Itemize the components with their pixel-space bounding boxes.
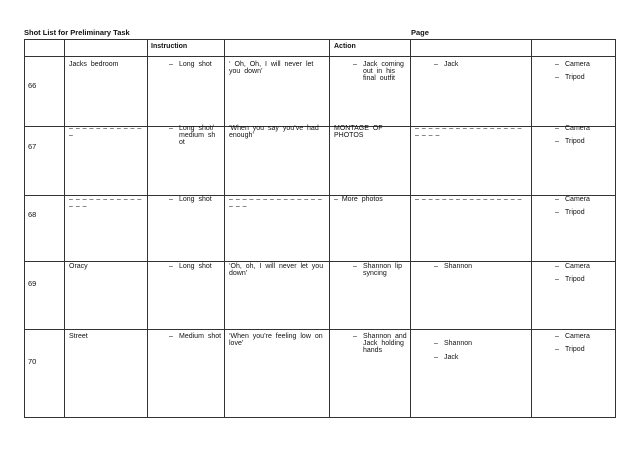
dialogue: ‘When you’re feeling low on love’ <box>229 333 323 347</box>
shot-number: 68 <box>28 210 37 219</box>
shot-type: – Long shot <box>179 263 223 270</box>
page-label: Page <box>411 28 429 37</box>
location: – – – – – – – – – – – – – – <box>69 196 141 210</box>
shot-number: 69 <box>28 279 37 288</box>
location: Jacks bedroom <box>69 61 119 68</box>
equipment-item: – Camera <box>565 196 590 203</box>
equipment-item: – Tripod <box>565 138 585 145</box>
shot-number: 67 <box>28 142 37 151</box>
actor-name: Shannon <box>444 340 473 347</box>
dialogue: ‘ Oh, Oh, I will never let you down’ <box>229 61 314 75</box>
equipment-item: – Tripod <box>565 276 585 283</box>
action-desc: – Shannon and Jack holding hands <box>363 333 407 354</box>
shot-type: – Long shot/medium shot <box>179 125 219 146</box>
equipment-item: – Tripod <box>565 74 585 81</box>
action-desc: – Jack coming out in his final outfit <box>363 61 407 82</box>
equipment-item: – Camera <box>565 61 590 68</box>
action-desc: MONTAGE OF PHOTOS <box>334 125 383 139</box>
actor-name: Jack <box>444 354 459 361</box>
shot-list-table <box>24 39 616 417</box>
equipment-item: – Camera <box>565 125 590 132</box>
shot-number: 70 <box>28 357 37 366</box>
dialogue: ‘When you say you’ve had enough’ <box>229 125 319 139</box>
actors: – – – – – – – – – – – – – – – – <box>415 196 521 203</box>
location: Oracy <box>69 263 88 270</box>
instruction-header: Instruction <box>151 43 188 50</box>
shot-number: 66 <box>28 81 37 90</box>
action-desc: – More photos <box>334 196 383 203</box>
dialogue: ‘Oh, oh, I will never let you down’ <box>229 263 324 277</box>
shot-type: – Long shot <box>179 196 223 203</box>
actors: – – – – – – – – – – – – – – – – – – – – <box>415 125 521 139</box>
equipment-item: – Tripod <box>565 209 585 216</box>
actors: – Shannon – Jack <box>434 340 473 361</box>
action-desc: – Shannon lip syncing <box>363 263 407 277</box>
document-title: Shot List for Preliminary Task <box>24 28 130 37</box>
action-header: Action <box>334 43 356 50</box>
shot-type: – Medium shot <box>179 333 223 340</box>
equipment-item: – Tripod <box>565 346 585 353</box>
shot-type: – Long shot <box>179 61 223 68</box>
equipment-item: – Camera <box>565 333 590 340</box>
actors: – Shannon <box>444 263 524 270</box>
location: – – – – – – – – – – – – <box>69 125 141 139</box>
actors: – Jack <box>444 61 524 68</box>
dialogue: – – – – – – – – – – – – – – – – – <box>229 196 322 210</box>
equipment-item: – Camera <box>565 263 590 270</box>
location: Street <box>69 333 88 340</box>
